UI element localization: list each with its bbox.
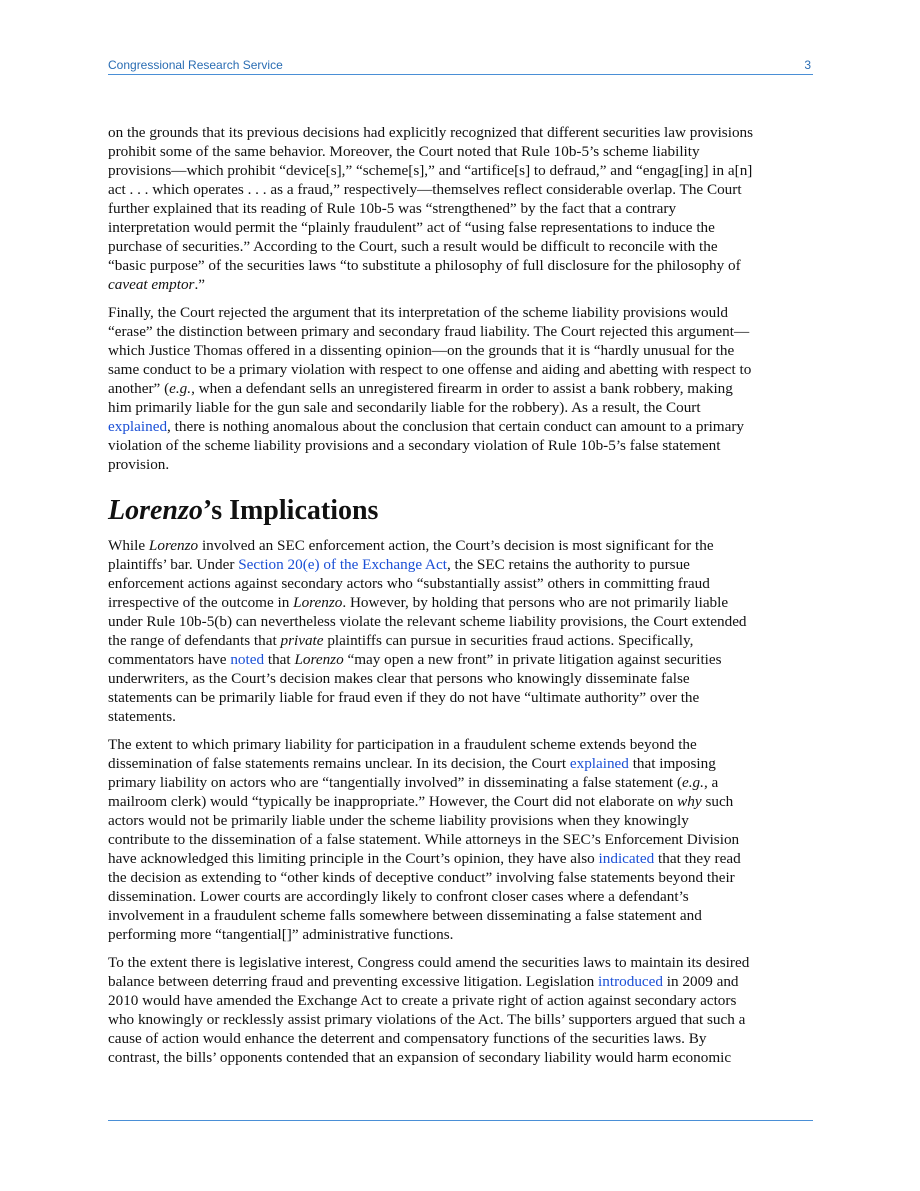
- text-line: have acknowledged this limiting principle in the Court’s opinion, they have also indicated that they read: [108, 850, 741, 867]
- text-line: 2010 would have amended the Exchange Act to create a private right of action against secondary actors: [108, 992, 737, 1009]
- text-line: plaintiffs’ bar. Under Section 20(e) of the Exchange Act, the SEC retains the authority to pursue: [108, 556, 690, 573]
- text-line: provisions—which prohibit “device[s],” “scheme[s],” and “artifice[s] to defraud,” and “engag[ing] in a[n]: [108, 162, 753, 179]
- footer-rule: [108, 1120, 813, 1121]
- italic-term: why: [677, 793, 702, 810]
- text-line: same conduct to be a primary violation with respect to one offense and aiding and abetting with respect to: [108, 361, 752, 378]
- italic-term: e.g.: [169, 380, 192, 397]
- text-line: actors would not be primarily liable under the scheme liability provisions when they knowingly: [108, 812, 689, 829]
- page-header: [108, 58, 813, 74]
- section-20e-link[interactable]: Section 20(e) of the Exchange Act: [238, 556, 447, 573]
- text-line: interpretation would permit the “plainly fraudulent” act of “using false representations to induce the: [108, 219, 715, 236]
- text-line: provision.: [108, 456, 170, 473]
- introduced-link[interactable]: introduced: [598, 973, 663, 990]
- italic-term: Lorenzo: [148, 537, 199, 554]
- text-line: under Rule 10b-5(b) can nevertheless violate the relevant scheme liability provisions, the Court extended: [108, 613, 747, 630]
- text-line: which Justice Thomas offered in a dissenting opinion—on the grounds that it is “hardly unusual for the: [108, 342, 735, 359]
- text-line: another” (e.g., when a defendant sells an unregistered firearm in order to assist a bank robbery, making: [108, 380, 733, 397]
- heading-case-name: Lorenzo: [108, 495, 203, 526]
- text-line: enforcement actions against secondary actors who “substantially assist” others in committing fraud: [108, 575, 710, 592]
- text-line: contrast, the bills’ opponents contended that an expansion of secondary liability would harm economic: [108, 1049, 732, 1066]
- page-number: 3: [804, 58, 811, 72]
- text-line: explained, there is nothing anomalous about the conclusion that certain conduct can amount to a primary: [108, 418, 745, 435]
- explained-link[interactable]: explained: [108, 418, 168, 435]
- text-line: on the grounds that its previous decisions had explicitly recognized that different securities law provisions: [108, 124, 754, 141]
- text-line: involvement in a fraudulent scheme falls somewhere between disseminating a false statement and: [108, 907, 702, 924]
- text-line: statements can be primarily liable for fraud even if they do not have “ultimate authority” over the: [108, 689, 700, 706]
- text-line: him primarily liable for the gun sale and secondarily liable for the robbery). As a result, the Court: [108, 399, 701, 416]
- paragraph-1: [108, 123, 814, 294]
- italic-term: caveat emptor: [108, 276, 195, 293]
- text-line: who knowingly or recklessly assist primary violations of the Act. The bills’ supporters argued that such a: [108, 1011, 746, 1028]
- text-line: balance between deterring fraud and preventing excessive litigation. Legislation introduced in 2009 and: [108, 973, 739, 990]
- document-body: [108, 123, 814, 1076]
- text-line: performing more “tangential[]” administrative functions.: [108, 926, 454, 943]
- text-line: irrespective of the outcome in Lorenzo. However, by holding that persons who are not primarily liable: [108, 594, 729, 611]
- text-line: contribute to the dissemination of a false statement. While attorneys in the SEC’s Enforcement Division: [108, 831, 740, 848]
- italic-term: Lorenzo: [293, 594, 343, 611]
- indicated-link[interactable]: indicated: [598, 850, 655, 867]
- text-line: violation of the scheme liability provisions and a secondary violation of Rule 10b-5’s false statement: [108, 437, 721, 454]
- paragraph-2: [108, 303, 814, 474]
- explained-link[interactable]: explained: [569, 755, 629, 772]
- noted-link[interactable]: noted: [230, 651, 265, 668]
- text-line: “basic purpose” of the securities laws “to substitute a philosophy of full disclosure for the philosophy of: [108, 257, 741, 274]
- italic-term: e.g.: [682, 774, 704, 791]
- text-line: To the extent there is legislative interest, Congress could amend the securities laws to maintain its desired: [108, 954, 750, 971]
- text-line: underwriters, as the Court’s decision makes clear that persons who knowingly disseminate false: [108, 670, 690, 687]
- text-line: cause of action would enhance the deterrent and compensatory functions of the securities laws. By: [108, 1030, 707, 1047]
- text-line: purchase of securities.” According to the Court, such a result would be difficult to reconcile with the: [108, 238, 718, 255]
- text-line: prohibit some of the same behavior. Moreover, the Court noted that Rule 10b-5’s scheme liability: [108, 143, 700, 160]
- paragraph-5: [108, 953, 814, 1067]
- text-line: the decision as extending to “other kinds of deceptive conduct” involving false statements beyond their: [108, 869, 735, 886]
- text-line: “erase” the distinction between primary and secondary fraud liability. The Court rejected this argument—: [108, 323, 750, 340]
- text-line: the range of defendants that private plaintiffs can pursue in securities fraud actions. Specifically,: [108, 632, 694, 649]
- text-line: statements.: [108, 708, 176, 725]
- section-heading: Lorenzo’s Implications: [108, 495, 379, 526]
- header-org-name: Congressional Research Service: [108, 58, 283, 72]
- text-line: The extent to which primary liability for participation in a fraudulent scheme extends beyond the: [108, 736, 697, 753]
- text-line: Finally, the Court rejected the argument that its interpretation of the scheme liability provisions would: [108, 304, 729, 321]
- paragraph-4: [108, 735, 814, 944]
- text-line: dissemination of false statements remains unclear. In its decision, the Court explained that imposing: [108, 755, 716, 772]
- text-line: commentators have noted that Lorenzo “may open a new front” in private litigation against securities: [108, 651, 722, 668]
- text-line: primary liability on actors who are “tangentially involved” in disseminating a false statement (e.g., a: [108, 774, 719, 791]
- header-rule: [108, 74, 813, 75]
- italic-term: Lorenzo: [294, 651, 344, 668]
- paragraph-3: [108, 536, 814, 726]
- text-line: While Lorenzo involved an SEC enforcement action, the Court’s decision is most significant for the: [108, 537, 714, 554]
- text-line: further explained that its reading of Rule 10b-5 was “strengthened” by the fact that a contrary: [108, 200, 677, 217]
- text-line: mailroom clerk) would “typically be inappropriate.” However, the Court did not elaborate on why such: [108, 793, 734, 810]
- text-line: caveat emptor.”: [108, 276, 205, 293]
- text-line: dissemination. Lower courts are accordingly likely to confront closer cases where a defendant’s: [108, 888, 689, 905]
- italic-term: private: [280, 632, 324, 649]
- text-line: act . . . which operates . . . as a fraud,” respectively—themselves reflect considerable overlap. The Court: [108, 181, 742, 198]
